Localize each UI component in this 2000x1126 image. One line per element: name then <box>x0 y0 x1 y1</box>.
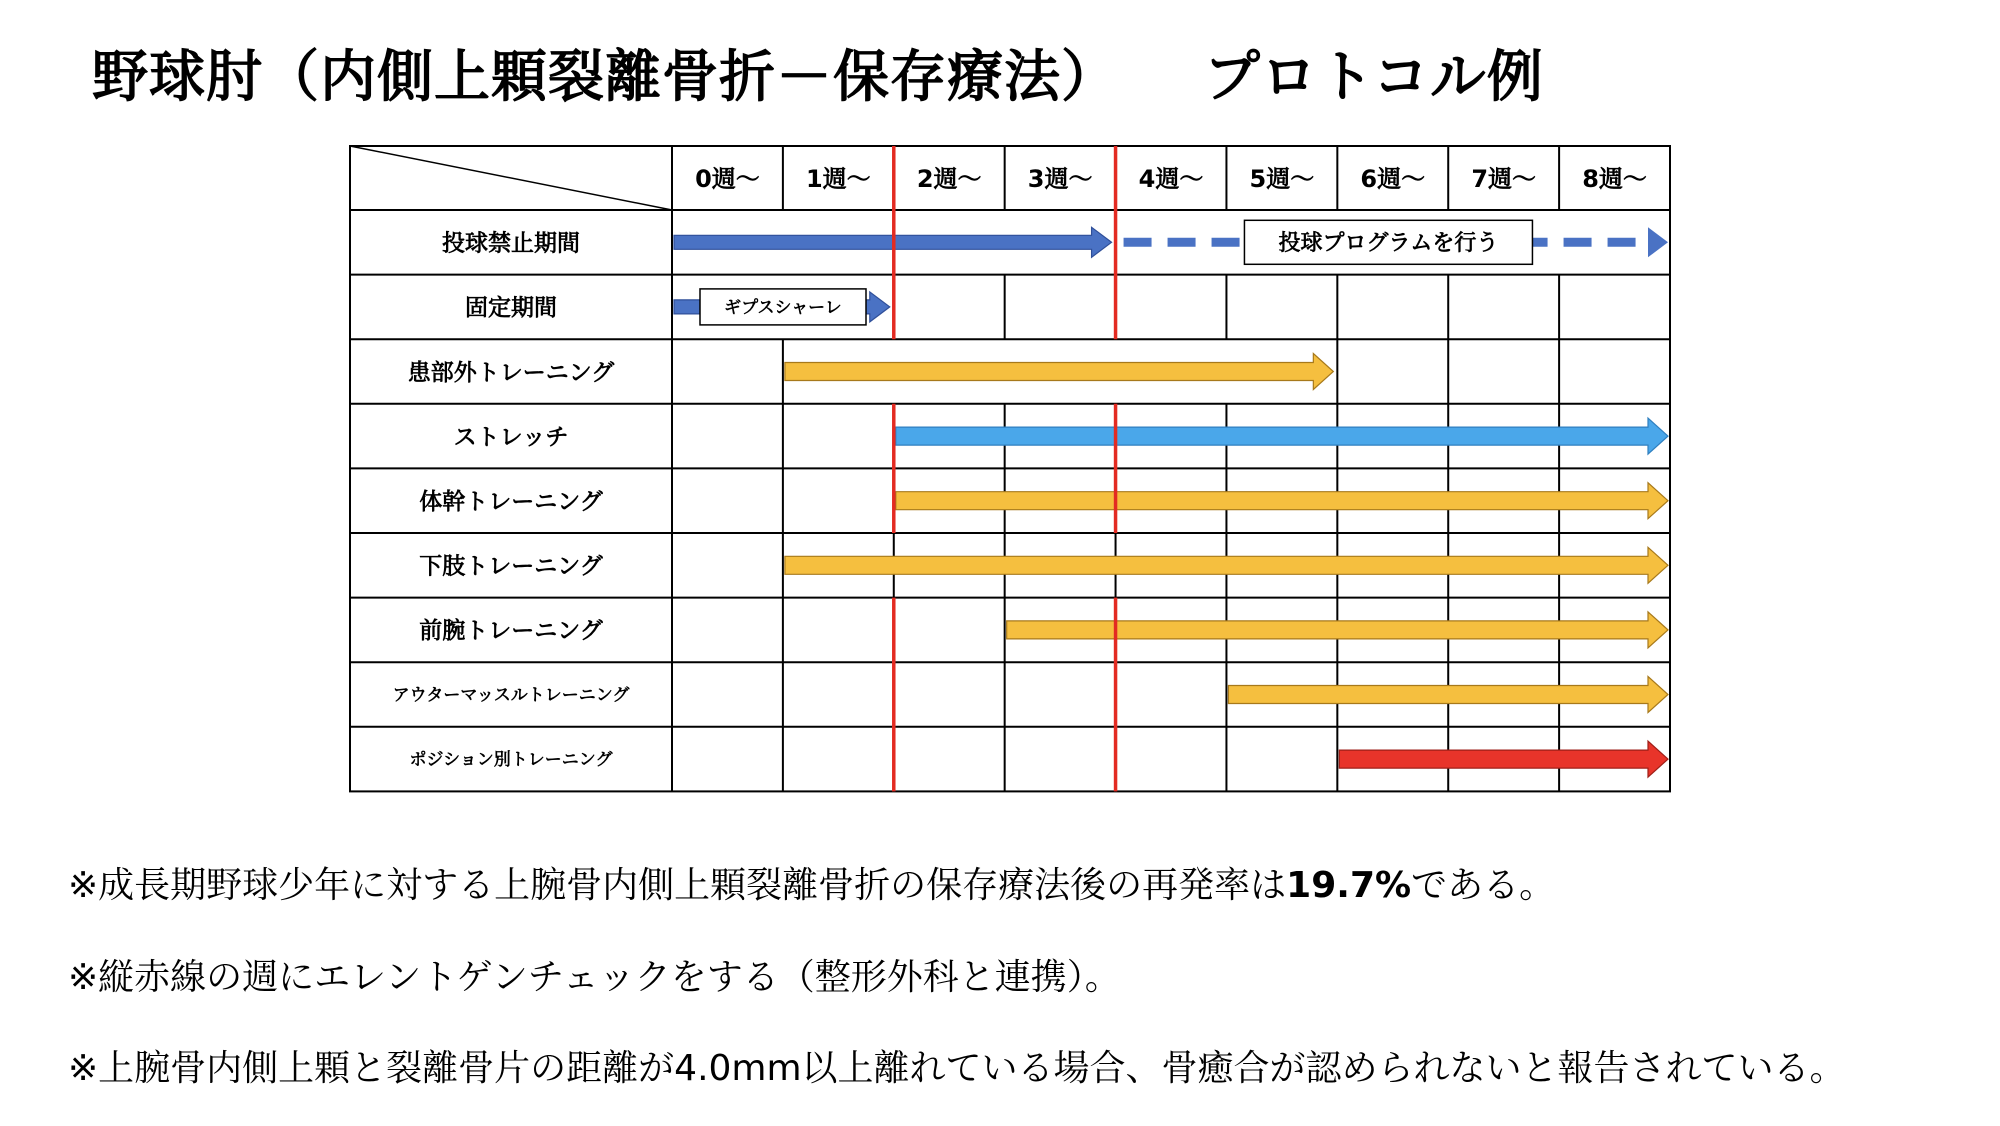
week-header: 8週〜 <box>1582 165 1647 193</box>
row-label: アウターマッスルトレーニング <box>392 685 630 706</box>
arrow-bar <box>785 354 1333 390</box>
week-header: 0週〜 <box>695 165 760 193</box>
row-label: ポジション別トレーニング <box>409 750 613 771</box>
week-header: 2週〜 <box>916 165 982 193</box>
week-header: 5週〜 <box>1249 165 1315 193</box>
note-xray: ※縦赤線の週にエレントゲンチェックをする（整形外科と連携）。 <box>68 957 1121 998</box>
note-distance: ※上腕骨内側上顆と裂離骨片の距離が4.0mm以上離れている場合、骨癒合が認められないと報告されている。 <box>68 1048 1846 1089</box>
note-recurrence-pre: ※成長期野球少年に対する上腕骨内側上顆裂離骨折の保存療法後の再発率は <box>68 865 1287 906</box>
week-header: 3週〜 <box>1027 165 1093 193</box>
row-label: ストレッチ <box>453 424 569 451</box>
note-recurrence-value: 19.7% <box>1286 865 1412 906</box>
row-label: 患部外トレーニング <box>407 359 615 386</box>
arrow-label: ギプスシャーレ <box>724 298 842 319</box>
note-recurrence <box>68 862 1555 910</box>
week-header: 4週〜 <box>1138 165 1204 193</box>
row-label: 投球禁止期間 <box>442 230 580 257</box>
row-label: 前腕トレーニング <box>419 618 603 645</box>
arrow-label: 投球プログラムを行う <box>1278 231 1499 257</box>
arrow-bar <box>896 483 1668 519</box>
arrow-bar <box>896 418 1668 454</box>
week-header: 7週〜 <box>1471 165 1537 193</box>
title-main: 野球肘（内側上顆裂離骨折－保存療法） <box>92 45 1118 110</box>
week-header: 6週〜 <box>1360 165 1426 193</box>
arrow-bar <box>1339 741 1668 777</box>
row-label: 固定期間 <box>465 295 557 322</box>
arrow-head <box>1648 227 1668 257</box>
row-label: 下肢トレーニング <box>419 553 603 580</box>
title-sub: プロトコル例 <box>1204 45 1544 110</box>
row-label: 体幹トレーニング <box>419 488 603 515</box>
header-diagonal <box>350 146 672 210</box>
note-recurrence-post: である。 <box>1411 865 1556 906</box>
week-header: 1週〜 <box>805 165 871 193</box>
